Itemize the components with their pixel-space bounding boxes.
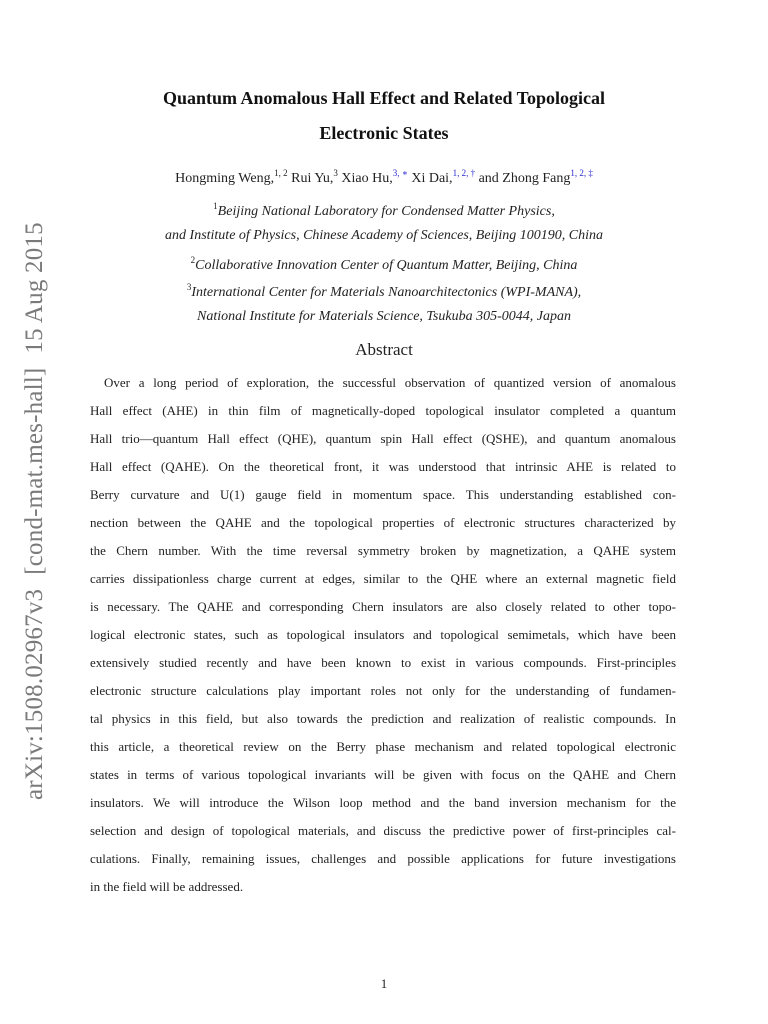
author-separator: and (475, 171, 503, 186)
author-affil-sup-link[interactable]: 1, 2, ‡ (570, 168, 593, 178)
arxiv-side-stamp (13, 200, 57, 800)
abstract-line: Hall effect (AHE) in thin film of magnetically-doped topological insulator completed a quantum (90, 403, 676, 418)
paper-title-line-2: Electronic States (319, 123, 449, 143)
arxiv-date: 15 Aug 2015 (21, 222, 48, 354)
abstract-line: insulators. We will introduce the Wilson loop method and the band inversion mechanism for the (90, 795, 676, 810)
abstract-line: Hall trio—quantum Hall effect (QHE), quantum spin Hall effect (QSHE), and quantum anomalous (90, 431, 676, 446)
arxiv-id: arXiv:1508.02967v3 (21, 588, 48, 800)
abstract-line: in the field will be addressed. (90, 879, 244, 894)
affiliation-text: National Institute for Materials Science, Tsukuba 305-0044, Japan (197, 309, 571, 324)
abstract-heading: Abstract (355, 340, 413, 359)
author-name: Hongming Weng, (175, 171, 275, 186)
abstract-line: logical electronic states, such as topological insulators and topological semimetals, which have been (90, 627, 676, 642)
affiliation-text: International Center for Materials Nanoarchitectonics (WPI-MANA), (191, 285, 582, 300)
affiliation-1-cont (90, 228, 678, 244)
affiliation-3-cont (90, 309, 678, 325)
author-list (90, 168, 678, 187)
author-name: Rui Yu, (291, 171, 334, 186)
arxiv-category: [cond-mat.mes-hall] (21, 367, 48, 575)
abstract-line: Berry curvature and U(1) gauge field in momentum space. This understanding established con- (90, 487, 676, 502)
author-name: Xiao Hu, (341, 171, 393, 186)
stamp-spacer (13, 354, 57, 368)
author-affil-sup: 1, 2 (274, 168, 288, 178)
abstract-line: Over a long period of exploration, the successful observation of quantized version of anomalous (104, 375, 676, 390)
abstract-line: the Chern number. With the time reversal symmetry broken by magnetization, a QAHE system (90, 543, 676, 558)
author-affil-sup-link[interactable]: 1, 2, † (452, 168, 476, 178)
stamp-spacer (13, 575, 57, 589)
author-affil-sup-link[interactable]: 3, ∗ (392, 168, 408, 178)
affiliation-2 (90, 255, 678, 274)
affiliation-text: Beijing National Laboratory for Condensed Matter Physics, (217, 204, 555, 219)
affiliation-text: Collaborative Innovation Center of Quantum Matter, Beijing, China (195, 258, 578, 273)
abstract-body (90, 369, 676, 901)
abstract-line: is necessary. The QAHE and corresponding Chern insulators are also closely related to other topo- (90, 599, 676, 614)
affiliation-sup: 2 (190, 255, 196, 265)
abstract-line: electronic structure calculations play important roles not only for the understanding of fundamen- (90, 683, 676, 698)
abstract-line: carries dissipationless charge current at edges, similar to the QHE where an external magnetic field (90, 571, 676, 586)
abstract-line: nection between the QAHE and the topological properties of electronic structures characterized by (90, 515, 676, 530)
affiliation-3 (90, 282, 678, 301)
abstract-line: tal physics in this field, but also towards the prediction and realization of realistic compounds. In (90, 711, 676, 726)
paper-title-line-1: Quantum Anomalous Hall Effect and Related Topological (162, 88, 606, 108)
abstract-line: states in terms of various topological invariants will be given with focus on the QAHE and Chern (90, 767, 676, 782)
author-affil-sup: 3 (333, 168, 338, 178)
abstract-line: culations. Finally, remaining issues, challenges and possible applications for future investigations (90, 851, 676, 866)
affiliation-text: and Institute of Physics, Chinese Academy of Sciences, Beijing 100190, China (165, 228, 603, 243)
author-name: Zhong Fang (502, 171, 571, 186)
affiliation-sup: 3 (186, 282, 192, 292)
abstract-line: this article, a theoretical review on the Berry phase mechanism and related topological electronic (90, 739, 676, 754)
abstract-line: selection and design of topological materials, and discuss the predictive power of first-principles cal- (90, 823, 676, 838)
affiliation-sup: 1 (213, 201, 218, 211)
page-number: 1 (380, 976, 388, 991)
affiliation-1 (90, 201, 678, 220)
abstract-line: Hall effect (QAHE). On the theoretical front, it was understood that intrinsic AHE is related to (90, 459, 676, 474)
abstract-line: extensively studied recently and have been known to exist in various compounds. First-principles (90, 655, 676, 670)
author-name: Xi Dai, (411, 171, 453, 186)
